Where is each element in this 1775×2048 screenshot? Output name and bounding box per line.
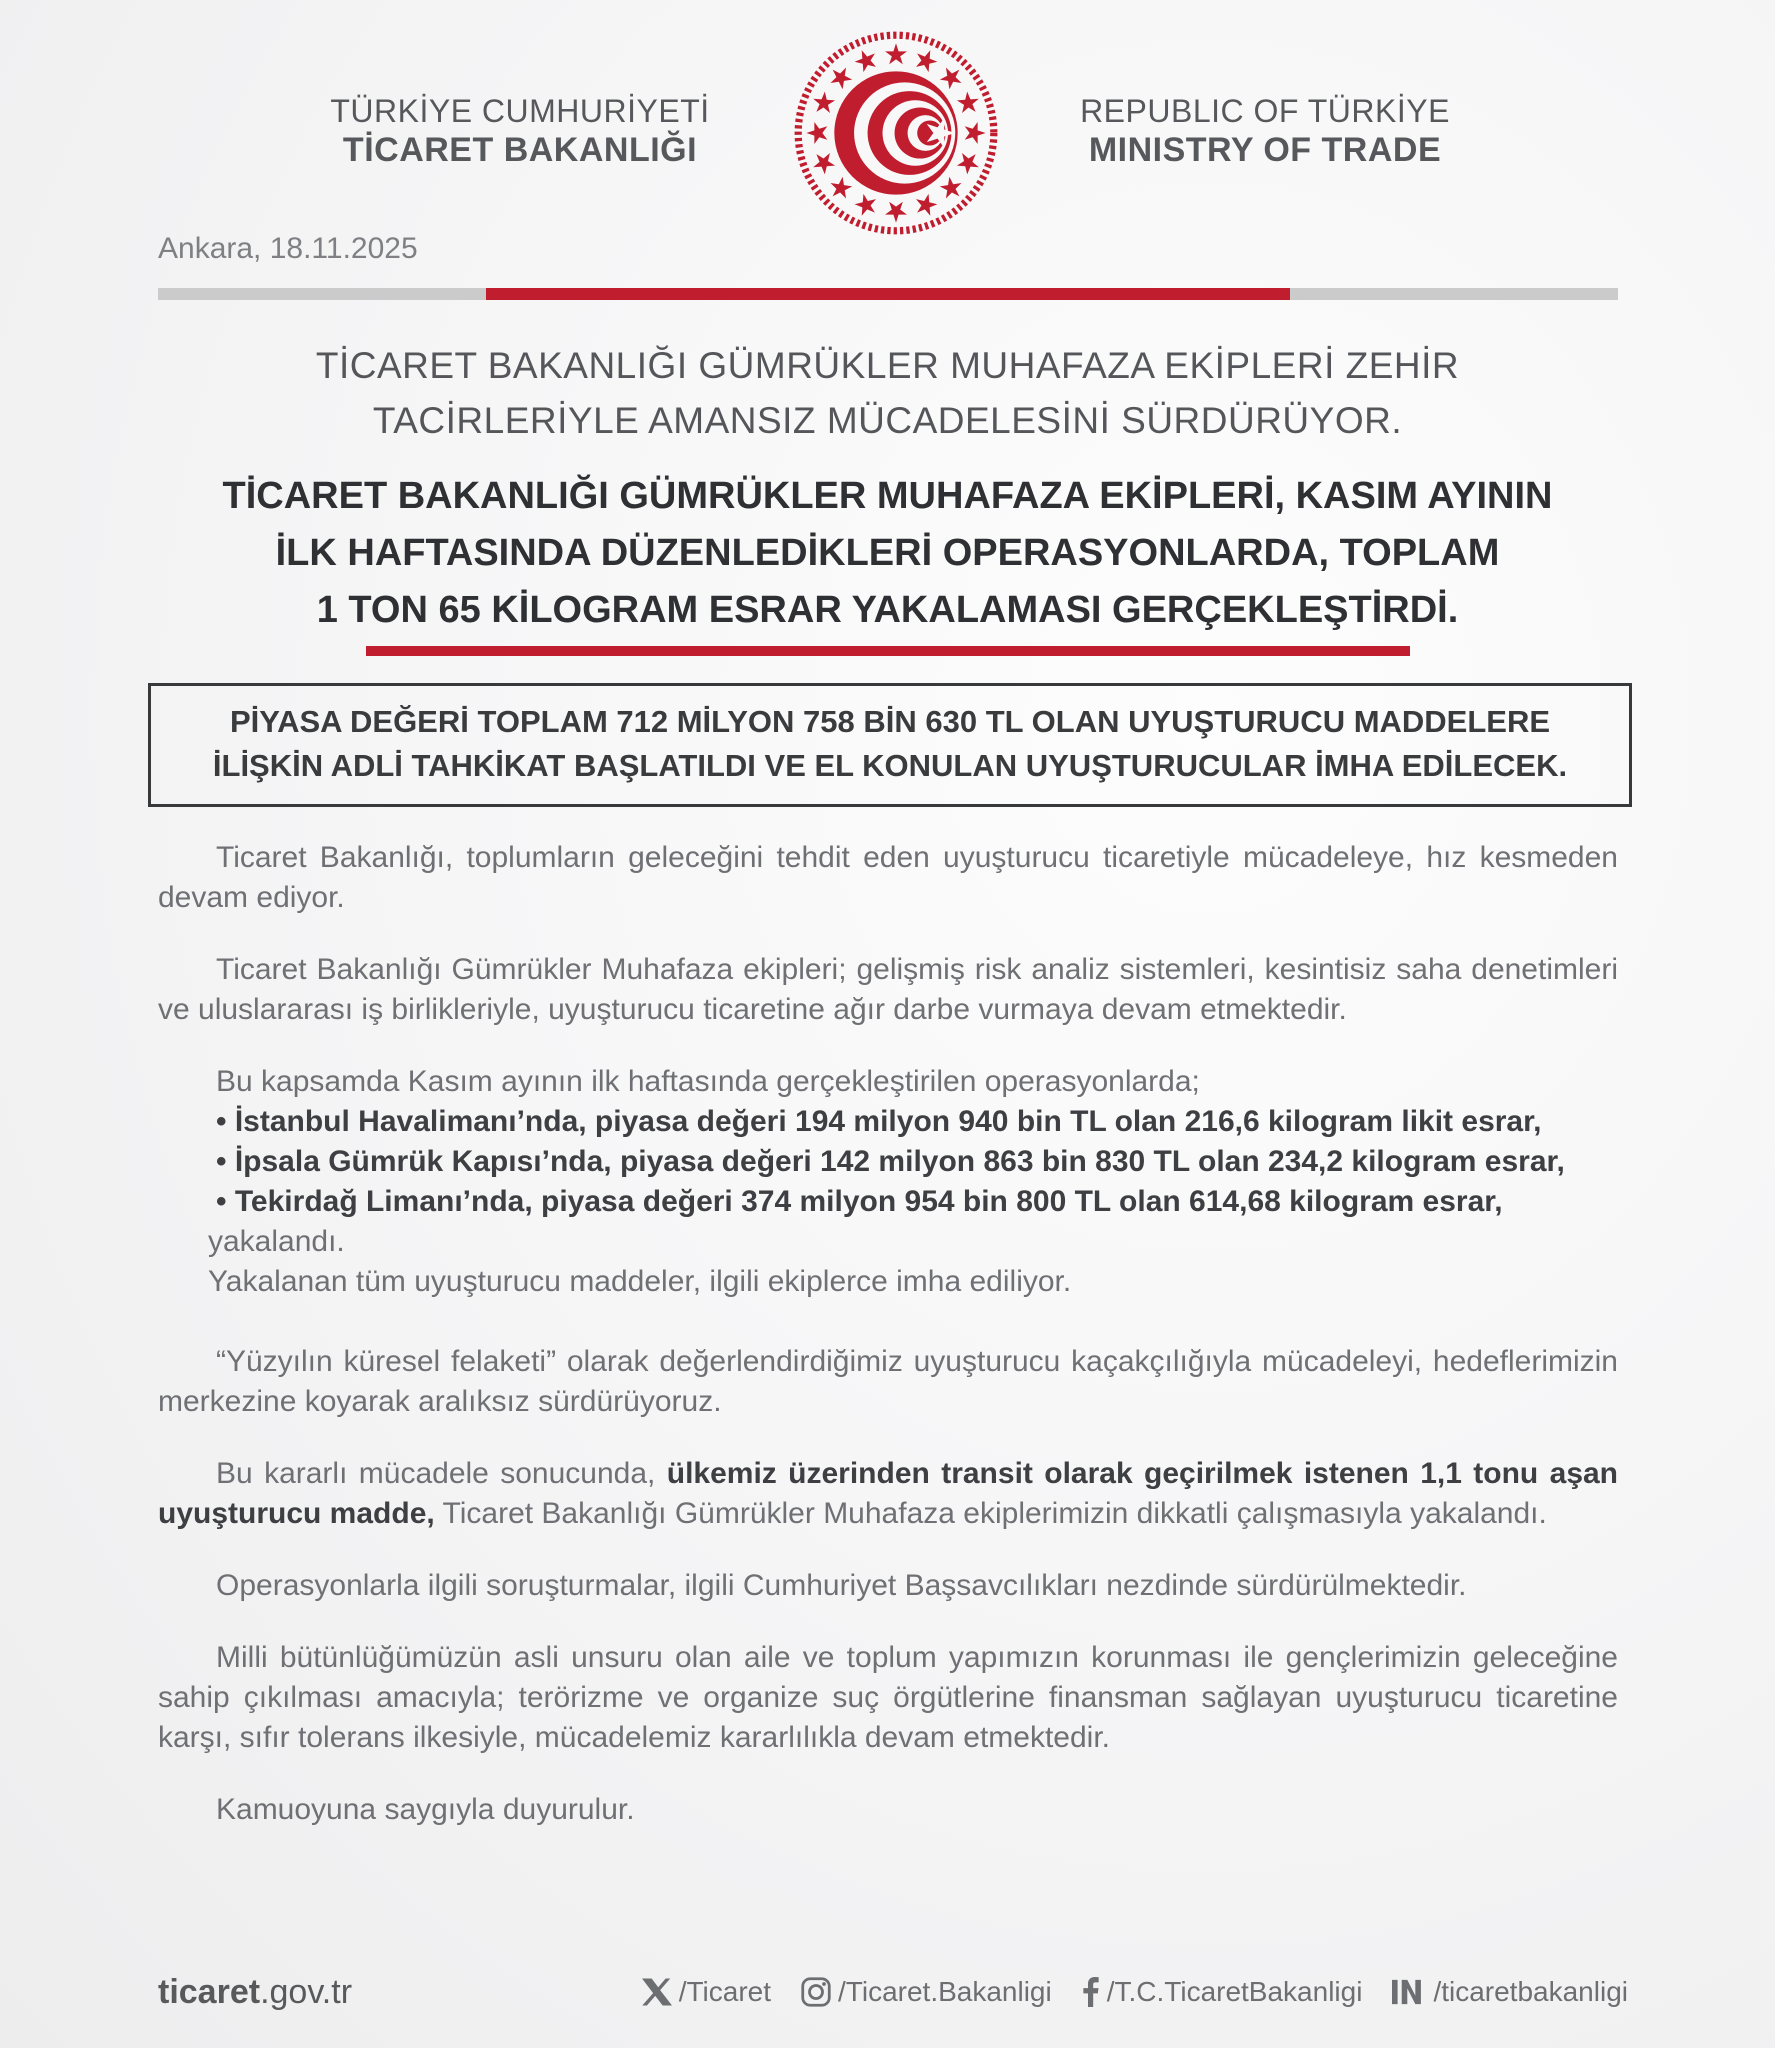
nsosyal-icon [1392,1978,1426,2006]
headline [0,468,1775,639]
paragraph-quote: “Yüzyılın küresel felaketi” olarak değerlendirdiğimiz uyuşturucu kaçakçılığıyla mücadeleyi, hedeflerimizin merkezine koyarak aralıksız sürdürüyoruz. [158,1345,1618,1418]
social-handle: /T.C.TicaretBakanligi [1106,1976,1363,2007]
social-instagram-link[interactable] [801,1976,1052,2008]
social-x-link[interactable] [642,1976,771,2008]
social-facebook-link[interactable] [1082,1976,1363,2008]
social-nsosyal-link[interactable] [1392,1976,1628,2008]
paragraph-prosecutor: Operasyonlarla ilgili soruşturmalar, ilgili Cumhuriyet Başsavcılıkları nezdinde sürdürülmektedir. [216,1569,1467,1602]
website-bold-part: ticaret [158,1972,261,2011]
divider-red-segment [486,288,1290,300]
social-links [642,1976,1628,2008]
header-turkish-title [255,92,785,170]
highlight-box-line: İLİŞKİN ADLİ TAHKİKAT BAŞLATILDI VE EL KONULAN UYUŞTURUCULAR İMHA EDİLECEK. [212,748,1568,783]
header-english-country: REPUBLIC OF TÜRKİYE [1080,93,1450,129]
headline-line: TİCARET BAKANLIĞI GÜMRÜKLER MUHAFAZA EKİPLERİ, KASIM AYININ [222,475,1553,517]
header-english-ministry: MINISTRY OF TRADE [1088,131,1442,169]
paragraph-family: Milli bütünlüğümüzün asli unsuru olan aile ve toplum yapımızın korunması ile gençlerimizin geleceğine sahip çıkılması amacıyla; terörizme ve organize suç örgütlerine finansman sağlayan uyuşturucu ticaretine karşı, sıfır tolerans ilkesiyle, mücadelemiz kararlılıkla devam etmektedir. [158,1641,1618,1754]
facebook-icon [1082,1977,1100,2007]
social-handle: /Ticaret [678,1976,771,2007]
transit-bold-amount: ülkemiz üzerinden transit olarak geçirilmek istenen 1,1 tonu aşan uyuşturucu madde, [158,1457,1619,1530]
list-item-ipsala: • İpsala Gümrük Kapısı’nda, piyasa değeri 142 milyon 863 bin 830 TL olan 234,2 kilogram esrar, [216,1145,1565,1178]
transit-prefix: Bu kararlı mücadele sonucunda, [216,1457,667,1490]
paragraph-enforcement: Ticaret Bakanlığı Gümrükler Muhafaza ekipleri; gelişmiş risk analiz sistemleri, kesintisiz saha denetimleri ve uluslararası iş birlikleriyle, uyuşturucu ticaretine ağır darbe vurmaya devam etmektedir. [158,953,1618,1026]
header-turkish-ministry: TİCARET BAKANLIĞI [342,131,698,169]
highlight-box [148,683,1632,807]
highlight-box-line: PİYASA DEĞERİ TOPLAM 712 MİLYON 758 BİN 630 TL OLAN UYUŞTURUCU MADDELERE [229,704,1551,739]
operations-caught-line: yakalandı. [208,1225,345,1258]
dateline: Ankara, 18.11.2025 [158,232,418,265]
website-rest-part: .gov.tr [260,1972,353,2011]
operations-intro: Bu kapsamda Kasım ayının ilk haftasında gerçekleştirilen operasyonlarda; [216,1065,1200,1098]
operations-destroyed-line: Yakalanan tüm uyuşturucu maddeler, ilgili ekiplerce imha ediliyor. [208,1265,1072,1298]
operations-list [158,1062,1618,1302]
transit-suffix: Ticaret Bakanlığı Gümrükler Muhafaza ekiplerimizin dikkatli çalışmasıyla yakalandı. [434,1497,1547,1530]
subheadline [0,338,1775,448]
headline-line: İLK HAFTASINDA DÜZENLEDİKLERİ OPERASYONLARDA, TOPLAM [275,532,1500,574]
website-link[interactable] [158,1973,352,2012]
subheadline-line: TİCARET BAKANLIĞI GÜMRÜKLER MUHAFAZA EKİPLERİ ZEHİR [315,345,1460,386]
list-item-istanbul: • İstanbul Havalimanı’nda, piyasa değeri 194 milyon 940 bin TL olan 216,6 kilogram likit esrar, [216,1105,1542,1138]
instagram-icon [801,1977,831,2007]
x-icon [642,1977,672,2007]
headline-line: 1 TON 65 KİLOGRAM ESRAR YAKALAMASI GERÇEKLEŞTİRDİ. [316,589,1459,631]
masthead [0,0,1775,252]
header-english-title [1000,92,1530,170]
social-handle: /Ticaret.Bakanligi [838,1976,1052,2007]
paragraph-closing: Kamuoyuna saygıyla duyurulur. [216,1793,635,1826]
header-turkish-country: TÜRKİYE CUMHURİYETİ [330,93,710,129]
paragraph-intro: Ticaret Bakanlığı, toplumların geleceğini tehdit eden uyuşturucu ticaretiyle mücadeleye, hız kesmeden devam ediyor. [158,841,1618,914]
divider-bar [158,288,1618,300]
footer [158,1968,1628,2016]
social-handle: /ticaretbakanligi [1433,1976,1628,2007]
paragraph-transit [158,1454,1618,1534]
headline-underline [366,646,1410,656]
body-text [158,838,1618,1862]
list-item-tekirdag: • Tekirdağ Limanı’nda, piyasa değeri 374 milyon 954 bin 800 TL olan 614,68 kilogram esrar, [216,1185,1503,1218]
subheadline-line: TACİRLERİYLE AMANSIZ MÜCADELESİNİ SÜRDÜRÜYOR. [372,400,1403,441]
ministry-of-trade-logo-icon [790,26,1002,240]
